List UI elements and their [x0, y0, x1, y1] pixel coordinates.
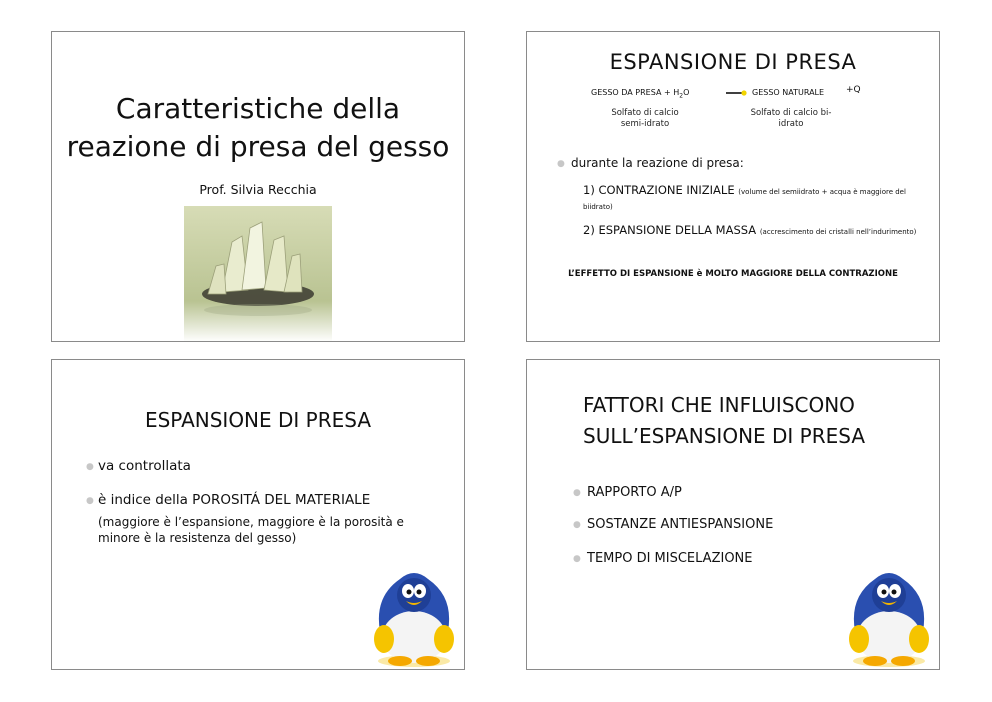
slide-2-intro: durante la reazione di presa: — [571, 156, 744, 170]
slide-1-title — [52, 90, 464, 166]
bullet-dot-icon: ● — [86, 496, 94, 506]
slide-1-title-line-2: reazione di presa del gesso — [66, 130, 450, 163]
note-dihydrate: Solfato di calcio bi-idrato — [750, 108, 832, 129]
factor-item: SOSTANZE ANTIESPANSIONE — [587, 517, 774, 532]
equation-oxygen: O — [683, 88, 690, 97]
slide-4 — [526, 359, 940, 670]
slide-4-title-line-2: SULL’ESPANSIONE DI PRESA — [583, 424, 866, 448]
point-contraction-main: 1) CONTRAZIONE INIZIALE — [583, 183, 735, 197]
slide-3-bullet-1: va controllata — [98, 458, 191, 474]
bullet-dot-icon: ● — [86, 462, 94, 472]
point-contraction-detail: (volume del semiidrato + acqua è maggiore del biidrato) — [583, 188, 906, 211]
slide-1-title-line-1: Caratteristiche della — [115, 92, 401, 125]
slide-3-title: ESPANSIONE DI PRESA — [144, 408, 372, 432]
factor-item: TEMPO DI MISCELAZIONE — [587, 551, 753, 566]
slide-1-author: Prof. Silvia Recchia — [199, 182, 317, 197]
slide-4-title-line-1: FATTORI CHE INFLUISCONO — [583, 393, 855, 417]
slide-3-bullet-2-detail: (maggiore è l’espansione, maggiore è la porosità e minore è la resistenza del gesso) — [98, 515, 404, 545]
arrow-right-icon — [725, 88, 749, 98]
note-hemihydrate: Solfato di calcio semi-idrato — [611, 108, 679, 129]
equation-product: GESSO NATURALE — [752, 88, 825, 97]
equation-reactants — [591, 88, 689, 100]
equation-subscript: 2 — [679, 92, 684, 100]
slide-1 — [51, 31, 465, 342]
equation-heat: +Q — [846, 85, 861, 95]
point-expansion — [583, 224, 923, 239]
slide-3 — [51, 359, 465, 670]
bullet-dot-icon: ● — [573, 488, 581, 498]
bullet-dot-icon: ● — [573, 554, 581, 564]
point-expansion-main: 2) ESPANSIONE DELLA MASSA — [583, 223, 757, 237]
slide-2-title: ESPANSIONE DI PRESA — [609, 50, 857, 74]
point-expansion-detail: (accrescimento dei cristalli nell’indurimento) — [759, 228, 917, 236]
slide-3-bullet-2: è indice della POROSITÁ DEL MATERIALE — [98, 492, 371, 508]
slide-2 — [526, 31, 940, 342]
factor-item: RAPPORTO A/P — [587, 485, 682, 500]
gypsum-crystal-image — [184, 206, 332, 342]
bullet-dot-icon: ● — [557, 159, 565, 169]
slide-2-conclusion: L’EFFETTO DI ESPANSIONE è MOLTO MAGGIORE DELLA CONTRAZIONE — [568, 269, 898, 279]
equation-reactants-text: GESSO DA PRESA + H — [591, 88, 680, 97]
penguin-mascot-icon — [370, 557, 458, 669]
penguin-mascot-icon — [845, 557, 933, 669]
bullet-dot-icon: ● — [573, 520, 581, 530]
slide-4-title — [583, 390, 913, 452]
point-contraction — [583, 184, 923, 214]
